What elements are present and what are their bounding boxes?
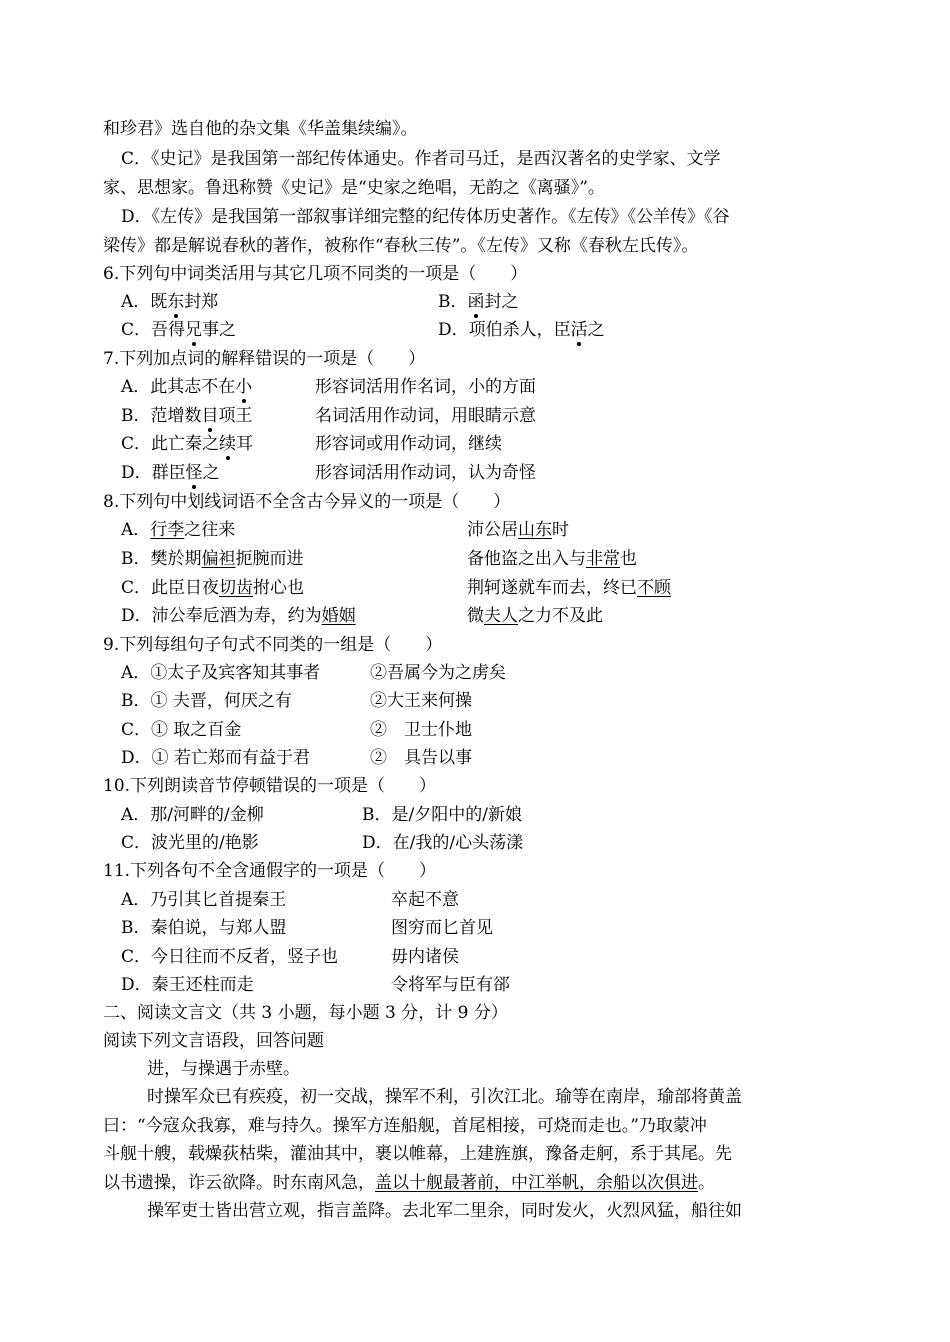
q6-option-a [121,288,218,316]
q8-option-c-1 [121,574,304,602]
q8-a1-post: 之往来 [184,520,236,540]
q6-option-c [121,316,236,344]
q8-option-b-1 [121,545,304,573]
q6-b-pre: B． [438,292,468,312]
q8-b2-underlined: 非常 [586,549,620,569]
q8-d1-underlined: 婚姻 [321,606,356,626]
q8-c1-pre: C．此臣日夜 [121,578,220,598]
q7-a-pre: A．此其志不在 [121,377,236,397]
option-c-line-1: C．《史记》是我国第一部纪传体通史。作者司马迁，是西汉著名的史学家、文学 [121,149,721,169]
q11-option-b-1: B．秦伯说，与郑人盟 [121,918,287,938]
q7-option-b [121,402,253,430]
q8-a1-pre: A． [121,520,151,540]
q7-b-post: 项王 [218,406,253,426]
q6-b-post: 封之 [484,292,519,312]
q9-option-b-2: ②大王来何操 [370,691,472,711]
q9-option-d-1: D．① 若亡郑而有益于君 [121,748,311,768]
option-d-line-2: 梁传》都是解说春秋的著作，被称作“春秋三传”。《左传》又称《春秋左氏传》。 [103,236,699,256]
q7-option-d [121,459,220,487]
q6-a-dotted-word: 东 [167,288,184,316]
q8-option-a-1 [121,516,235,544]
q8-b1-underlined: 偏袒 [201,549,236,569]
option-c-line-2: 家、思想家。鲁迅称赞《史记》是“史家之绝唱，无韵之《离骚》”。 [103,178,605,198]
q8-d2-post: 之力不及此 [518,606,603,626]
q8-a1-underlined: 行李 [150,520,185,540]
q7-a-explanation: 形容词活用作名词，小的方面 [315,377,536,397]
q7-option-c [121,430,253,458]
q6-option-d [438,316,605,344]
passage-line-5: 操军吏士皆出营立观，指言盖降。去北军二里余，同时发火，火烈风猛，船往如 [147,1201,742,1221]
section-2-title: 二、阅读文言文（共 3 小题，每小题 3 分，计 9 分） [103,1003,508,1023]
q11-option-d-2: 令将军与臣有郤 [391,975,510,995]
q11-option-a-2: 卒起不意 [391,890,459,910]
q10-option-a: A．那/河畔的/金柳 [121,805,264,825]
q8-c2-underlined: 不顾 [637,578,671,598]
q8-b1-post: 扼腕而进 [235,549,304,569]
question-6-stem: 6.下列句中词类活用与其它几项不同类的一项是（ ） [103,264,528,284]
q8-a2-underlined: 山东 [518,520,552,540]
passage-line-3: 斗舰十艘，载燥荻枯柴，灌油其中，裹以帷幕，上建旌旗，豫备走舸，系于其尾。先 [103,1144,732,1164]
q9-option-a-2: ②吾属今为之虏矣 [370,663,506,683]
q9-option-c-2: ② 卫士仆地 [370,720,472,740]
passage-line-4-pre: 以书遗操，诈云欲降。时东南风急， [103,1173,375,1193]
q8-a2-post: 时 [552,520,569,540]
q8-option-d-2 [467,602,603,630]
q9-option-d-2: ② 具告以事 [370,748,472,768]
q11-option-a-1: A．乃引其匕首提秦王 [121,890,287,910]
q7-a-dotted-word: 小 [235,373,252,401]
q7-option-a [121,373,252,401]
passage-line-4 [103,1169,715,1197]
q6-d-post: 之 [587,320,605,340]
q6-c-pre: C．吾得 [121,320,186,340]
q9-option-c-1: C．① 取之百金 [121,720,242,740]
q7-c-post: 耳 [236,434,254,454]
q7-d-explanation: 形容词活用作动词，认为奇怪 [315,463,536,483]
q6-d-pre: D．项伯杀人，臣 [438,320,571,340]
q10-option-b: B．是/夕阳中的/新娘 [362,805,522,825]
q9-option-a-1: A．①太子及宾客知其事者 [121,663,321,683]
q7-c-dotted-word: 续 [219,430,236,458]
q7-d-pre: D．群臣 [121,463,186,483]
q6-a-pre: A．既 [121,292,168,312]
q6-c-post: 事之 [202,320,237,340]
passage-underlined-sentence: 盖以十舰最著前，中江举帆，余船以次俱进 [375,1173,698,1193]
q8-option-d-1 [121,602,356,630]
passage-line-1: 时操军众已有疾疫，初一交战，操军不利，引次江北。瑜等在南岸，瑜部将黄盖 [147,1087,742,1107]
q6-b-dotted-word: 函 [468,288,485,316]
q7-b-dotted-word: 目 [202,402,219,430]
q11-option-c-2: 毋内诸侯 [391,947,459,967]
q6-c-dotted-word: 兄 [185,316,202,344]
q6-option-b [438,288,519,316]
option-d-line-1: D．《左传》是我国第一部叙事详细完整的纪传体历史著作。《左传》《公羊传》《谷 [121,207,730,227]
passage-line-4-post: 。 [698,1173,715,1193]
question-7-stem: 7.下列加点词的解释错误的一项是（ ） [103,349,426,369]
text-line: 和珍君》选自他的杂文集《华盖集续编》。 [103,119,418,139]
q8-b1-pre: B．樊於期 [121,549,202,569]
q11-option-c-1: C．今日往而不反者，竖子也 [121,947,339,967]
q8-d2-underlined: 夫人 [484,606,518,626]
q8-c1-underlined: 切齿 [219,578,254,598]
q8-a2-pre: 沛公居 [467,520,518,540]
q6-a-post: 封郑 [184,292,219,312]
passage-line-2: 曰：“今寇众我寡，难与持久。操军方连船舰，首尾相接，可烧而走也。”乃取蒙冲 [103,1116,707,1136]
q8-option-b-2 [467,545,637,573]
q9-option-b-1: B．① 夫晋，何厌之有 [121,691,292,711]
question-10-stem: 10.下列朗读音节停顿错误的一项是（ ） [103,776,437,796]
q8-d1-pre: D．沛公奉卮酒为寿，约为 [121,606,322,626]
q8-b2-post: 也 [620,549,637,569]
question-9-stem: 9.下列每组句子句式不同类的一组是（ ） [103,635,443,655]
q7-d-dotted-word: 怪 [186,459,203,487]
q7-d-post: 之 [202,463,220,483]
q8-option-c-2 [467,574,671,602]
q8-c2-pre: 荆轲遂就车而去，终已 [467,578,637,598]
q11-option-b-2: 图穷而匕首见 [391,918,493,938]
q7-b-pre: B．范增数 [121,406,202,426]
q7-c-explanation: 形容词或用作动词，继续 [315,434,502,454]
q11-option-d-1: D．秦王还柱而走 [121,975,254,995]
section-2-intro: 阅读下列文言语段，回答问题 [103,1031,324,1051]
q8-c1-post: 拊心也 [253,578,305,598]
question-11-stem: 11.下列各句不全含通假字的一项是（ ） [103,861,437,881]
q8-d2-pre: 微 [467,606,484,626]
q10-option-c: C．波光里的/艳影 [121,833,259,853]
q10-option-d: D．在/我的/心头荡漾 [362,833,524,853]
q8-b2-pre: 备他盗之出入与 [467,549,586,569]
q7-b-explanation: 名词活用作动词，用眼睛示意 [315,406,536,426]
question-8-stem: 8.下列句中划线词语不全含古今异义的一项是（ ） [103,492,511,512]
q7-c-pre: C．此亡秦之 [121,434,220,454]
q6-d-dotted-word: 活 [571,316,588,344]
q8-option-a-2 [467,516,569,544]
passage-line-0: 进，与操遇于赤壁。 [147,1059,300,1079]
